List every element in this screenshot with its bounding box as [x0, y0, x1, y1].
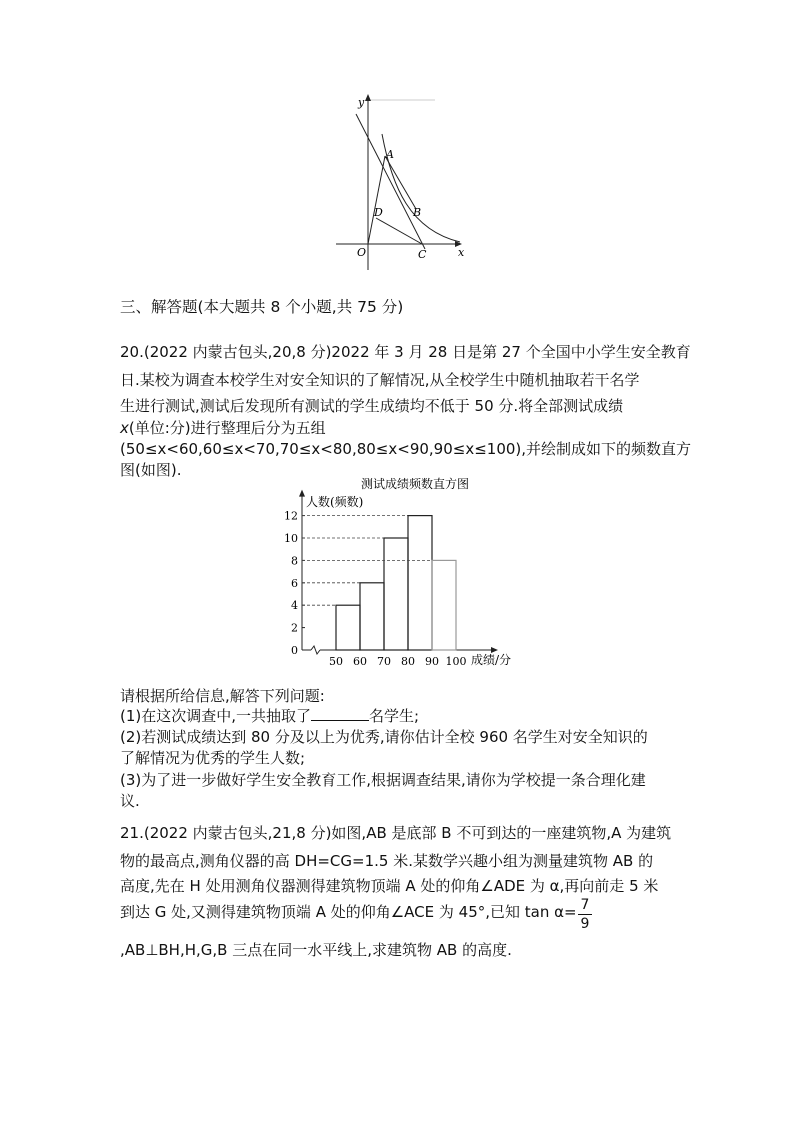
- chart-y-axis-arrow: [299, 490, 305, 497]
- chart-x-tick-label: 90: [425, 655, 439, 668]
- label-c: C: [418, 248, 427, 261]
- fraction-denominator: 9: [580, 916, 590, 932]
- fraction-numerator: 7: [580, 897, 590, 913]
- chart-y-tick-label: 10: [284, 532, 298, 545]
- label-b: B: [413, 206, 422, 219]
- q21-line-3: 高度,先在 H 处用测角仪器测得建筑物顶端 A 处的仰角∠ADE 为 α,再向前走 5 米: [120, 877, 659, 895]
- q20-line-2: 日.某校为调查本校学生对安全知识的了解情况,从全校学生中随机抽取若干名学: [120, 371, 640, 389]
- chart-y-tick-label: 12: [284, 509, 298, 523]
- answer-blank[interactable]: [311, 706, 369, 721]
- geometry-figure: [330, 92, 470, 272]
- q20-line-1: 20.(2022 内蒙古包头,20,8 分)2022 年 3 月 28 日是第 27 个全国中小学生安全教育: [120, 343, 691, 361]
- q21-line-5: ,AB⊥BH,H,G,B 三点在同一水平线上,求建筑物 AB 的高度.: [120, 941, 512, 959]
- q20-line-3: 生进行测试,测试后发现所有测试的学生成绩均不低于 50 分.将全部测试成绩: [120, 397, 624, 415]
- segment-oa: [368, 156, 385, 244]
- q20-sub-1-tail: 名学生;: [369, 707, 420, 725]
- label-d: D: [374, 206, 383, 219]
- chart-x-tick-label: 60: [353, 655, 367, 668]
- q20-sub-2a: (2)若测试成绩达到 80 分及以上为优秀,请你估计全校 960 名学生对安全知识的: [120, 728, 648, 746]
- line-ac: [356, 114, 425, 249]
- q20-sub-1: [120, 706, 419, 726]
- q20-line-6: 图(如图).: [120, 461, 182, 479]
- chart-x-tick-label: 50: [329, 655, 343, 668]
- q21-line-4: 到达 G 处,又测得建筑物顶端 A 处的仰角∠ACE 为 45°,已知 tan α=: [120, 903, 577, 921]
- chart-xlabel: 成绩/分: [471, 653, 512, 667]
- chart-y-tick-label: 2: [291, 621, 298, 635]
- label-y: y: [358, 96, 365, 109]
- q21-line-2: 物的最高点,测角仪器的高 DH=CG=1.5 米.某数学兴趣小组为测量建筑物 AB 的: [120, 852, 654, 870]
- q20-var-x: x: [120, 419, 129, 437]
- chart-y-tick-label: 8: [291, 554, 298, 568]
- fraction-bar: [578, 914, 592, 915]
- q20-line-4-text: (单位:分)进行整理后分为五组: [128, 419, 326, 437]
- histogram-bar: [432, 560, 456, 650]
- section-heading: 三、解答题(本大题共 8 个小题,共 75 分): [120, 298, 404, 316]
- label-x: x: [458, 246, 465, 259]
- q20-line-5: (50≤x<60,60≤x<70,70≤x<80,80≤x<90,90≤x≤100),并绘制成如下的频数直方: [120, 440, 692, 458]
- q20-sub-1-text: (1)在这次调查中,一共抽取了: [120, 707, 312, 725]
- y-axis-arrow: [365, 94, 371, 101]
- chart-x-tick-label: 80: [401, 655, 415, 668]
- chart-y-tick-label: 4: [291, 599, 298, 613]
- chart-y-tick-label: 6: [291, 576, 298, 590]
- fraction-seven-ninths: [578, 897, 592, 932]
- chart-x-tick-label: 70: [377, 655, 391, 668]
- q20-sub-3a: (3)为了进一步做好学生安全教育工作,根据调查结果,请你为学校提一条合理化建: [120, 771, 646, 789]
- chart-axis-break: [311, 646, 320, 654]
- q20-prompt: 请根据所给信息,解答下列问题:: [120, 687, 325, 705]
- histogram-chart: [270, 470, 530, 680]
- q20-sub-2b: 了解情况为优秀的学生人数;: [120, 749, 306, 767]
- chart-y-tick-label: 0: [291, 644, 298, 657]
- label-o: O: [357, 246, 367, 259]
- label-a: A: [386, 148, 394, 161]
- segment-dc: [376, 218, 422, 244]
- histogram-bar: [384, 538, 408, 650]
- chart-ylabel: 人数(频数): [306, 495, 364, 509]
- q21-line-1: 21.(2022 内蒙古包头,21,8 分)如图,AB 是底部 B 不可到达的一座建筑物,A 为建筑: [120, 824, 672, 842]
- histogram-bar: [360, 583, 384, 650]
- chart-title: 测试成绩频数直方图: [360, 477, 470, 491]
- chart-x-tick-label: 100: [445, 655, 467, 668]
- q20-line-4: [120, 418, 326, 438]
- histogram-bar: [408, 516, 432, 650]
- histogram-bar: [336, 605, 360, 650]
- q20-sub-3b: 议.: [120, 792, 140, 810]
